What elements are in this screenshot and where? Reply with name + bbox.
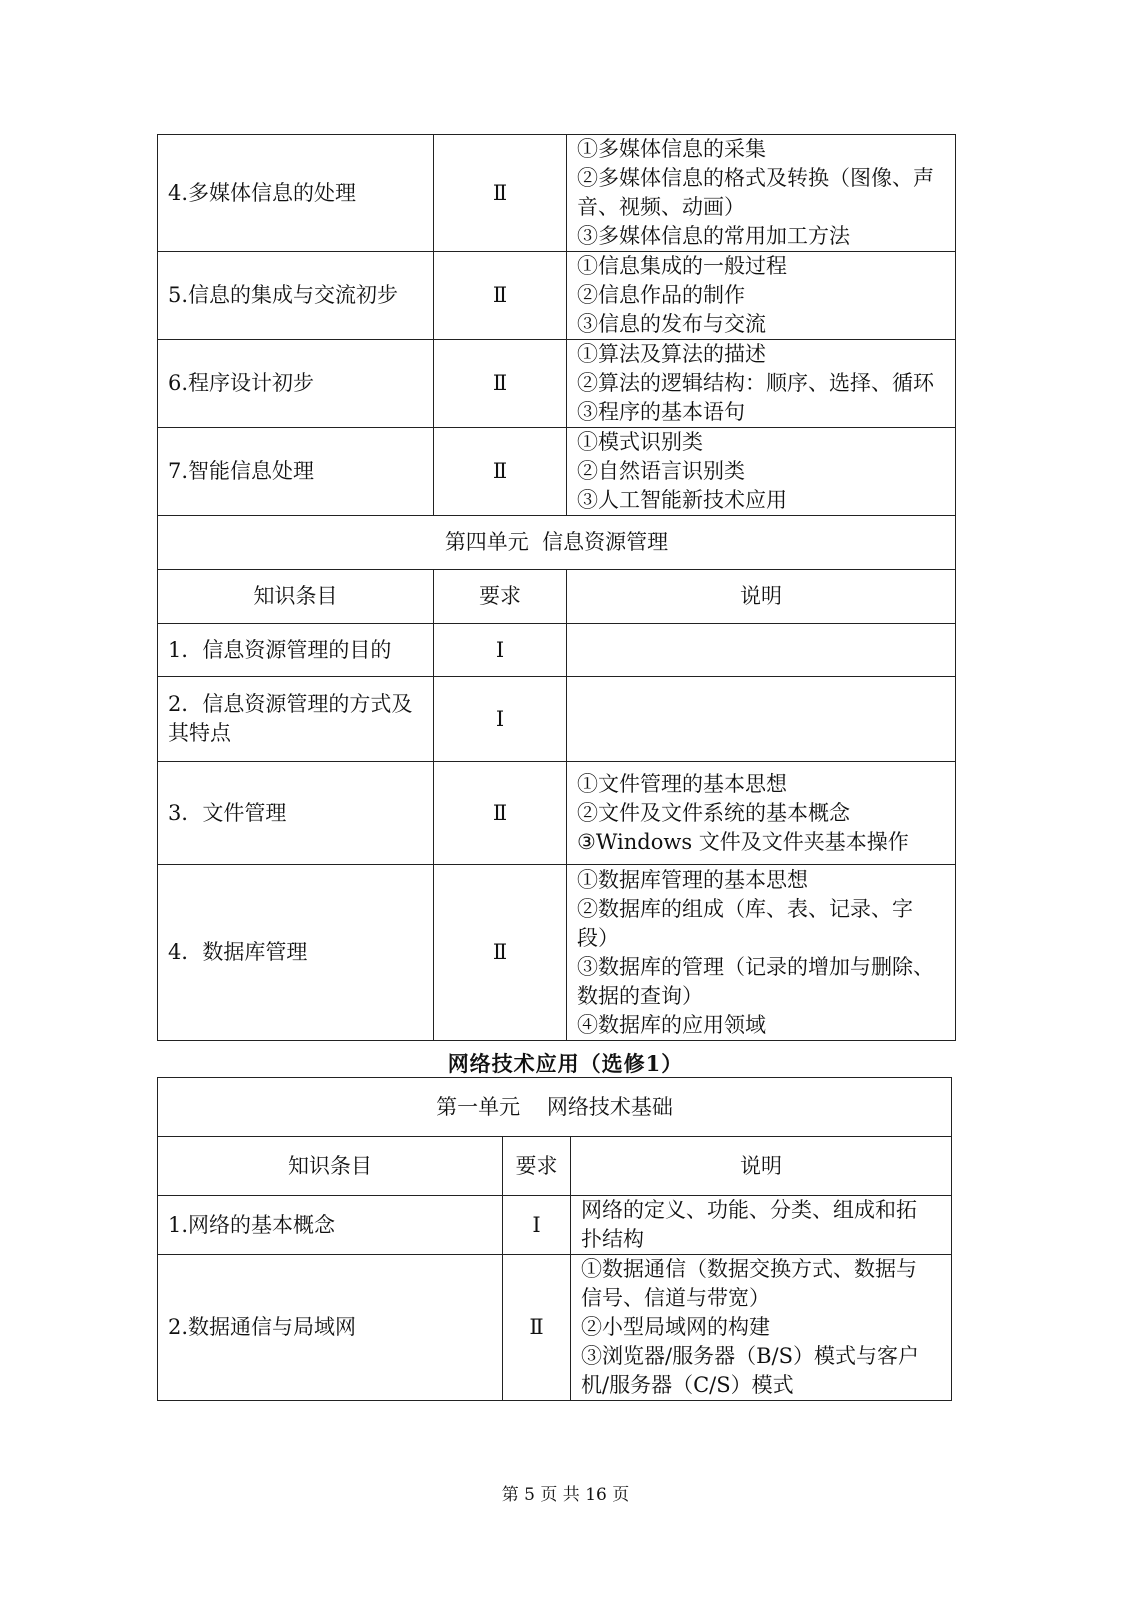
note-line: 信号、信道与带宽） <box>581 1286 770 1310</box>
note-line: 数据的查询） <box>577 983 703 1008</box>
note-line: ③浏览器/服务器（B/S）模式与客户 <box>581 1344 919 1368</box>
note-line: 音、视频、动画） <box>577 195 745 219</box>
note-line: ①信息集成的一般过程 <box>577 254 787 278</box>
note-line: ②多媒体信息的格式及转换（图像、声 <box>577 166 934 190</box>
note-line: ②数据库的组成（库、表、记录、字 <box>577 896 913 921</box>
requirement-cell: Ⅱ <box>434 340 567 428</box>
knowledge-item-cell: 1.网络的基本概念 <box>158 1196 503 1255</box>
note-line: ②算法的逻辑结构：顺序、选择、循环 <box>577 371 934 395</box>
table-row <box>158 252 956 340</box>
knowledge-item-cell: 6.程序设计初步 <box>158 340 434 428</box>
note-line: ③数据库的管理（记录的增加与删除、 <box>577 954 934 979</box>
note-line: ②文件及文件系统的基本概念 <box>577 800 850 825</box>
note-line: 段） <box>577 925 619 950</box>
note-line: 机/服务器（C/S）模式 <box>581 1373 794 1397</box>
section-subtitle: 网络技术应用（选修1） <box>447 1051 684 1076</box>
notes-cell <box>567 624 956 677</box>
table-row <box>158 865 956 1041</box>
knowledge-item-cell: 7.智能信息处理 <box>158 428 434 516</box>
page-footer: 第 5 页 共 16 页 <box>501 1485 630 1505</box>
requirement-cell: Ⅱ <box>434 428 567 516</box>
table-network-basics <box>157 1077 952 1401</box>
unit-title: 第四单元 信息资源管理 <box>158 516 956 570</box>
notes-cell <box>567 762 956 865</box>
note-line: ①文件管理的基本思想 <box>577 771 787 796</box>
unit-title: 第一单元 网络技术基础 <box>158 1078 952 1137</box>
knowledge-item-cell: 4．数据库管理 <box>158 865 434 1041</box>
note-line: 扑结构 <box>581 1227 644 1251</box>
requirement-cell: Ⅱ <box>434 135 567 252</box>
notes-cell <box>567 135 956 252</box>
table-information-processing <box>157 134 956 1041</box>
knowledge-item-cell: 4.多媒体信息的处理 <box>158 135 434 252</box>
table-row <box>158 340 956 428</box>
notes-cell <box>567 677 956 762</box>
note-line: ①数据通信（数据交换方式、数据与 <box>581 1257 917 1281</box>
note-line: 网络的定义、功能、分类、组成和拓 <box>581 1198 917 1222</box>
requirement-cell: Ⅰ <box>503 1196 571 1255</box>
knowledge-item-cell: 5.信息的集成与交流初步 <box>158 252 434 340</box>
note-line: ②信息作品的制作 <box>577 283 745 307</box>
knowledge-item-cell: 3．文件管理 <box>158 762 434 865</box>
note-line: ③Windows 文件及文件夹基本操作 <box>577 829 909 854</box>
table-row <box>158 428 956 516</box>
note-line: ②小型局域网的构建 <box>581 1315 770 1339</box>
requirement-cell: Ⅱ <box>503 1255 571 1401</box>
note-line: ③程序的基本语句 <box>577 400 745 424</box>
header-row <box>158 570 956 624</box>
requirement-cell: Ⅱ <box>434 252 567 340</box>
notes-cell <box>571 1255 952 1401</box>
knowledge-item-cell: 2．信息资源管理的方式及其特点 <box>158 677 434 762</box>
note-line: ①数据库管理的基本思想 <box>577 867 808 892</box>
column-header-notes: 说明 <box>567 570 956 624</box>
note-line: ③人工智能新技术应用 <box>577 488 787 512</box>
note-line: ④数据库的应用领域 <box>577 1012 766 1037</box>
note-line: ③多媒体信息的常用加工方法 <box>577 224 850 248</box>
column-header-requirement: 要求 <box>434 570 567 624</box>
table-row <box>158 762 956 865</box>
requirement-cell: Ⅰ <box>434 677 567 762</box>
table-row <box>158 1196 952 1255</box>
note-line: ①多媒体信息的采集 <box>577 137 766 161</box>
note-line: ②自然语言识别类 <box>577 459 745 483</box>
knowledge-item-cell: 2.数据通信与局域网 <box>158 1255 503 1401</box>
requirement-cell: Ⅰ <box>434 624 567 677</box>
table-row <box>158 135 956 252</box>
notes-cell <box>567 340 956 428</box>
note-line: ①模式识别类 <box>577 430 703 454</box>
notes-cell <box>567 428 956 516</box>
requirement-cell: Ⅱ <box>434 762 567 865</box>
column-header-requirement: 要求 <box>503 1137 571 1196</box>
notes-cell <box>567 252 956 340</box>
note-line: ③信息的发布与交流 <box>577 312 766 336</box>
knowledge-item-cell: 1．信息资源管理的目的 <box>158 624 434 677</box>
table-row <box>158 677 956 762</box>
column-header-item: 知识条目 <box>158 570 434 624</box>
unit-title-row <box>158 1078 952 1137</box>
column-header-notes: 说明 <box>571 1137 952 1196</box>
unit-title-row <box>158 516 956 570</box>
note-line: ①算法及算法的描述 <box>577 342 766 366</box>
notes-cell <box>571 1196 952 1255</box>
column-header-item: 知识条目 <box>158 1137 503 1196</box>
notes-cell <box>567 865 956 1041</box>
requirement-cell: Ⅱ <box>434 865 567 1041</box>
header-row <box>158 1137 952 1196</box>
table-row <box>158 1255 952 1401</box>
table-row <box>158 624 956 677</box>
